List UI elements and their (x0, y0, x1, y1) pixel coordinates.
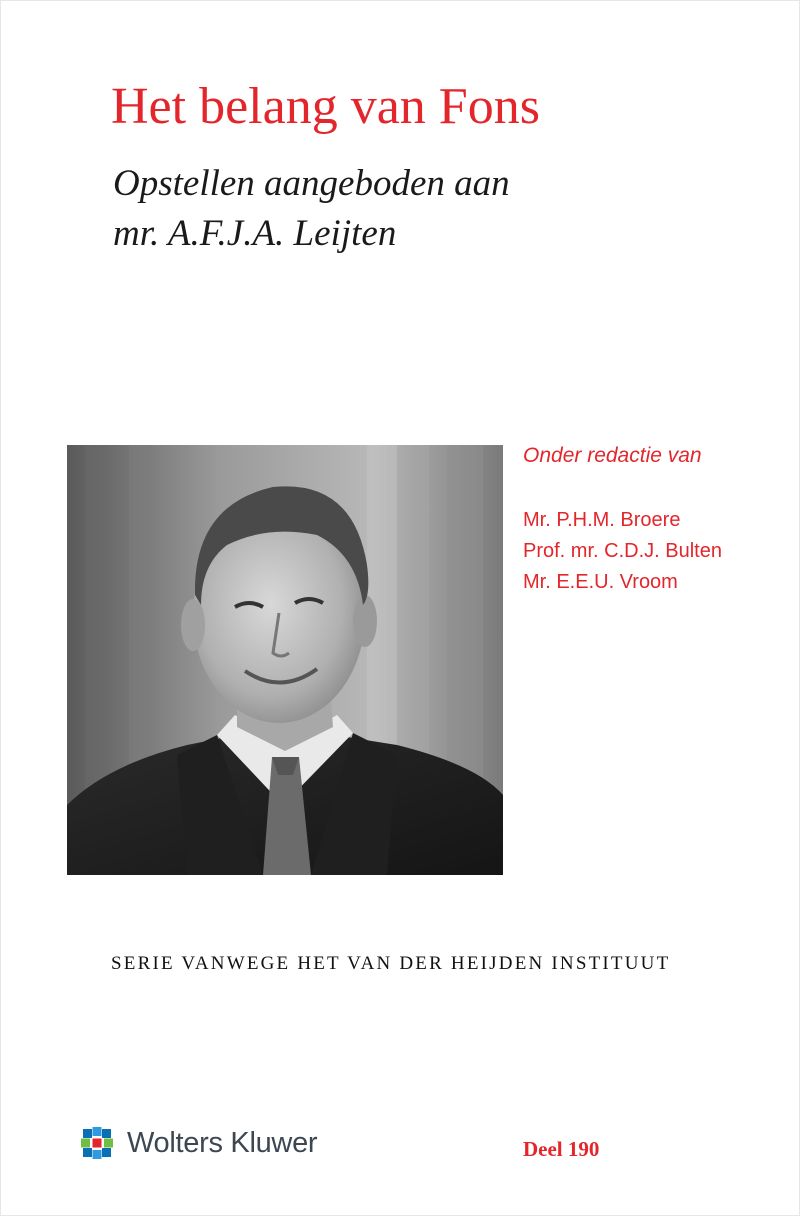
editor-name: Mr. E.E.U. Vroom (523, 571, 678, 593)
portrait-photo (67, 445, 503, 875)
publisher-name: Wolters Kluwer (127, 1126, 318, 1159)
wolters-kluwer-logo-icon (75, 1121, 119, 1165)
book-subtitle (113, 159, 510, 259)
series-name: SERIE VANWEGE HET VAN DER HEIJDEN INSTITUUT (111, 953, 671, 974)
editors-list (523, 505, 722, 598)
subtitle-line-1: Opstellen aangeboden aan (113, 163, 510, 204)
volume-number: Deel 190 (523, 1137, 600, 1161)
editor-name: Prof. mr. C.D.J. Bulten (523, 540, 722, 562)
portrait-illustration (67, 445, 503, 875)
editors-heading: Onder redactie van (523, 444, 702, 467)
publisher-block (75, 1121, 317, 1165)
editor-name: Mr. P.H.M. Broere (523, 509, 681, 531)
editors-block (523, 441, 722, 598)
subtitle-line-2: mr. A.F.J.A. Leijten (113, 213, 397, 254)
book-title: Het belang van Fons (111, 78, 540, 135)
